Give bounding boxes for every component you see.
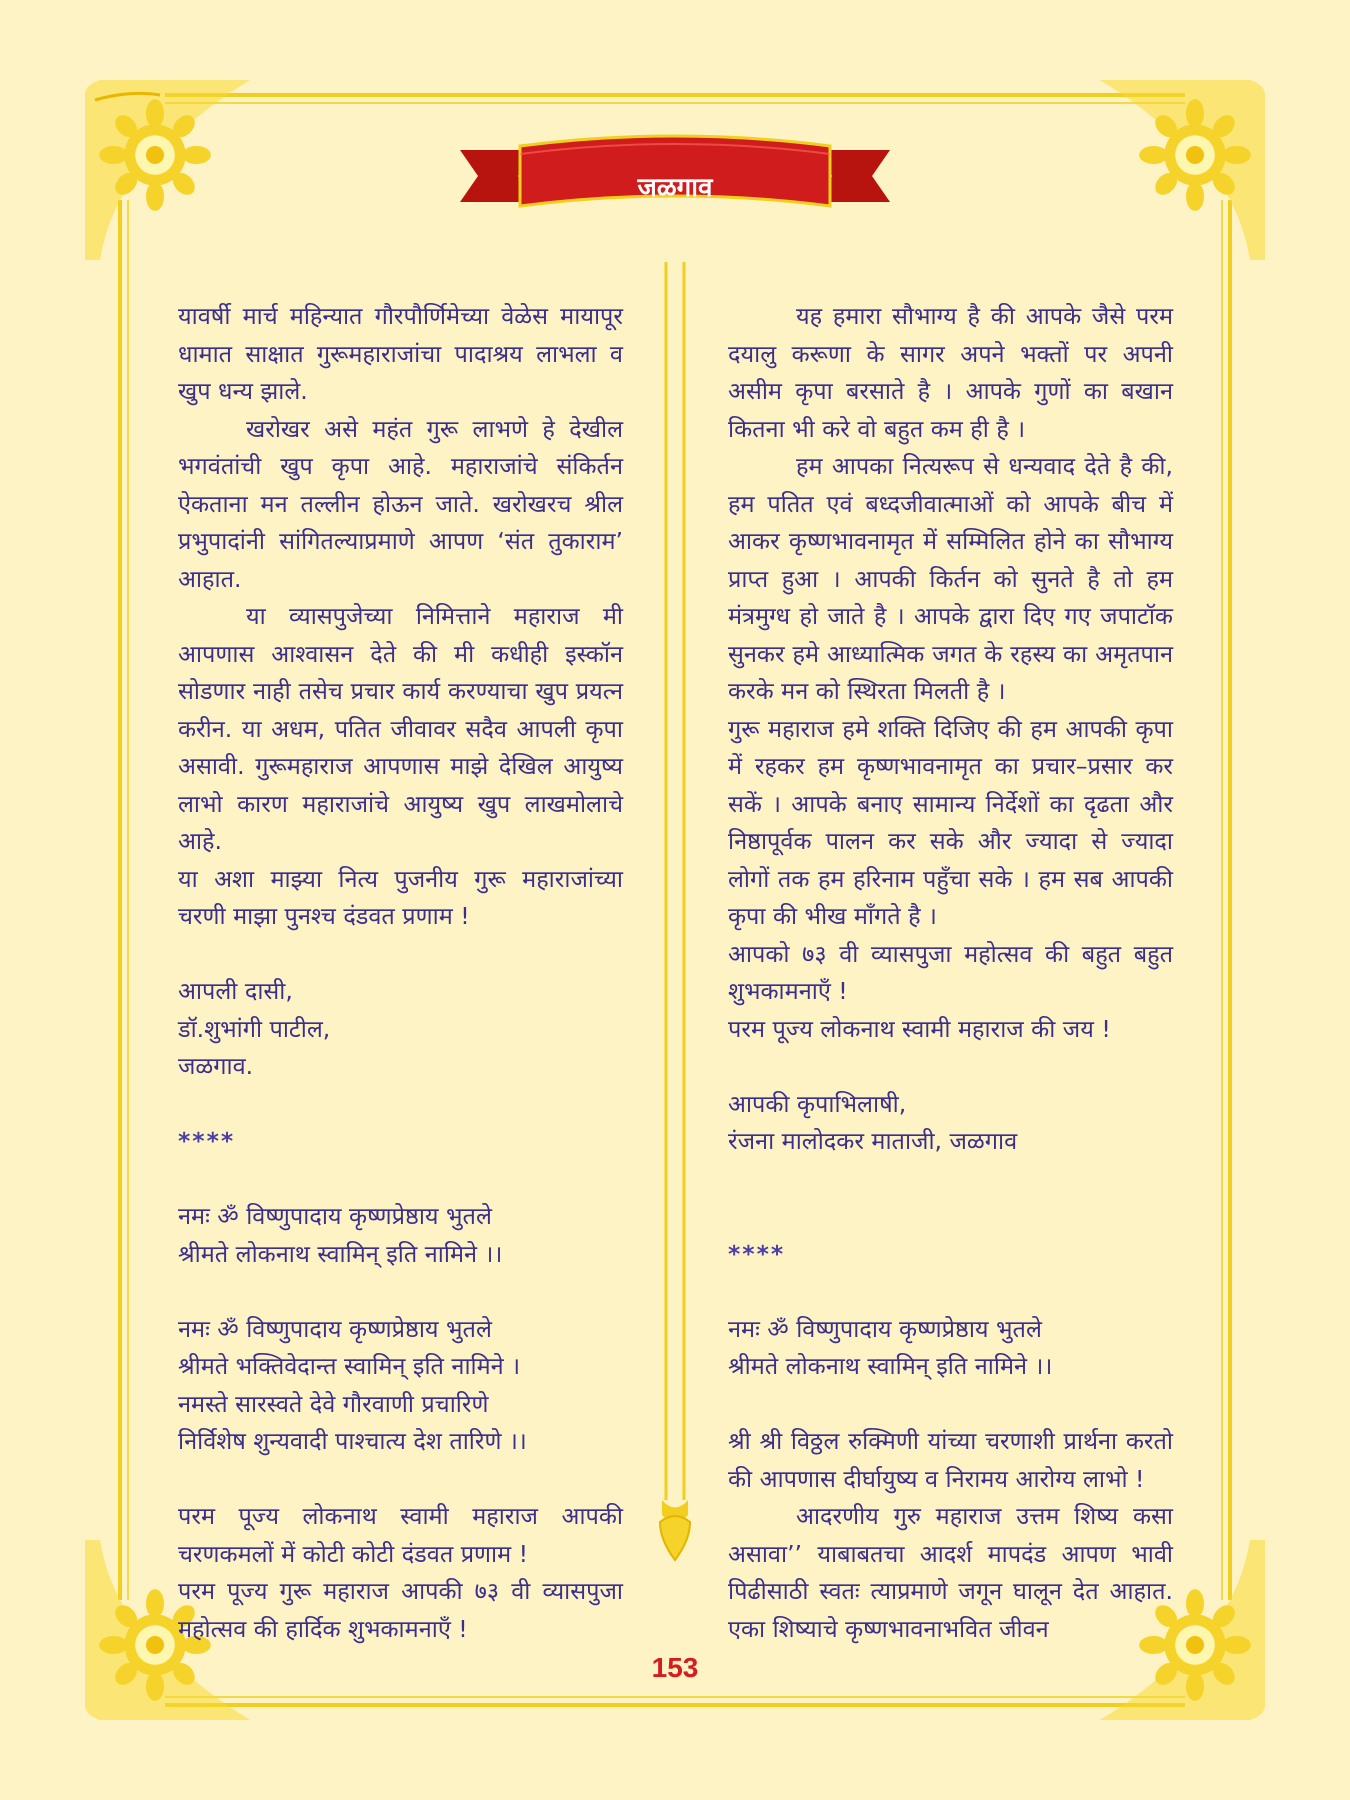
left-paragraph-3: या व्यासपुजेच्या निमित्ताने महाराज मी आपणास आश्वासन देते की मी कधीही इस्कॉन सोडणार नाही तसेच प्रचार कार्य करण्याचा खुप प्रयत्न करीन. या अधम, पतित जीवावर सदैव आपली कृपा असावी. गुरूमहाराज आपणास माझे देखिल आयुष्य लाभो कारण महाराजांचे आयुष्य खुप लाखमोलाचे आहे. [178, 602, 623, 855]
left-verse2-line-4: निर्विशेष शुन्यवादी पाश्चात्य देश तारिणे ।। [178, 1427, 527, 1455]
right-verse-line-1: नमः ॐ विष्णुपादाय कृष्णप्रेष्ठाय भुतले [728, 1314, 1042, 1343]
right-paragraph-3: गुरू महाराज हमे शक्ति दिजिए की हम आपकी कृपा में रहकर हम कृष्णभावनामृत का प्रचार–प्रसार कर सकें । आपके बनाए सामान्य निर्देशों का दृढता और निष्ठापूर्वक पालन कर सके और ज्यादा से ज्यादा लोगों तक हम हरिनाम पहुँचा सके । हम सब आपकी कृपा की भीख माँगते है । [728, 714, 1173, 930]
page-number: 153 [651, 1652, 699, 1683]
left-verse2-line-1: नमः ॐ विष्णुपादाय कृष्णप्रेष्ठाय भुतले [178, 1314, 492, 1343]
banner-title: जळगाव [637, 173, 713, 203]
right-signature-line-2: रंजना मालोदकर माताजी, जळगाव [728, 1127, 1018, 1155]
right-signature-line-1: आपकी कृपाभिलाषी, [728, 1089, 907, 1118]
right-paragraph-2: हम आपका नित्यरूप से धन्यवाद देते है की, हम पतित एवं बध्दजीवात्माओं को आपके बीच में आकर कृष्णभावनामृत में सम्मिलित होने का सौभाग्य प्राप्त हुआ । आपकी किर्तन को सुनते है तो हम मंत्रमुग्ध हो जाते है । आपके द्वारा दिए गए जपाटॉक सुनकर हमे आध्यात्मिक जगत के रहस्य का अमृतपान करके मन को स्थिरता मिलती है । [728, 452, 1173, 705]
left-signature-line-3: जळगाव. [178, 1052, 254, 1080]
right-verse-line-2: श्रीमते लोकनाथ स्वामिन् इति नामिने ।। [728, 1352, 1053, 1380]
right-separator: **** [728, 1239, 786, 1268]
right-paragraph-5: परम पूज्य लोकनाथ स्वामी महाराज की जय ! [728, 1014, 1111, 1043]
left-paragraph-2: खरोखर असे महंत गुरू लाभणे हे देखील भगवंतांची खुप कृपा आहे. महाराजांचे संकिर्तन ऐकताना मन तल्लीन होऊन जाते. खरोखरच श्रील प्रभुपादांनी सांगितल्याप्रमाणे आपण ‘संत तुकाराम’ आहात. [178, 414, 623, 593]
left-signature-line-1: आपली दासी, [178, 977, 293, 1005]
column-divider [660, 262, 690, 1560]
left-verse2-line-2: श्रीमते भक्तिवेदान्त स्वामिन् इति नामिने । [178, 1352, 521, 1380]
left-column [178, 298, 623, 1648]
left-separator: **** [178, 1127, 236, 1155]
left-signature-line-2: डॉ.शुभांगी पाटील, [178, 1014, 331, 1043]
left-paragraph-4: या अशा माझ्या नित्य पुजनीय गुरू महाराजांच्या चरणी माझा पुनश्च दंडवत प्रणाम ! [178, 864, 623, 930]
left-verse2-line-3: नमस्ते सारस्वते देवे गौरवाणी प्रचारिणे [178, 1389, 489, 1418]
right-closing-1: श्री श्री विठ्ठल रुक्मिणी यांच्या चरणाशी प्रार्थना करतो की आपणास दीर्घायुष्य व निरामय आरोग्य लाभो ! [728, 1427, 1173, 1493]
left-closing-2: परम पूज्य गुरू महाराज आपकी ७३ वी व्यासपुजा महोत्सव की हार्दिक शुभकामनाएँ ! [178, 1577, 623, 1643]
left-verse1-line-1: नमः ॐ विष्णुपादाय कृष्णप्रेष्ठाय भुतले [178, 1202, 492, 1230]
right-paragraph-1: यह हमारा सौभाग्य है की आपके जैसे परम दयालु करूणा के सागर अपने भक्तों पर अपनी असीम कृपा बरसाते है । आपके गुणों का बखान कितना भी करे वो बहुत कम ही है । [728, 302, 1173, 443]
left-paragraph-1: यावर्षी मार्च महिन्यात गौरपौर्णिमेच्या वेळेस मायापूर धामात साक्षात गुरूमहाराजांचा पादाश्रय लाभला व खुप धन्य झाले. [178, 302, 623, 405]
left-closing-1: परम पूज्य लोकनाथ स्वामी महाराज आपकी चरणकमलों में कोटी कोटी दंडवत प्रणाम ! [178, 1502, 623, 1568]
right-closing-2: आदरणीय गुरु महाराज उत्तम शिष्य कसा असावा’’ याबाबतचा आदर्श मापदंड आपण भावी पिढीसाठी स्वतः त्याप्रमाणे जगून घालून देत आहात. एका शिष्याचे कृष्णभावनाभवित जीवन [728, 1502, 1173, 1643]
right-paragraph-4: आपको ७३ वी व्यासपुजा महोत्सव की बहुत बहुत शुभकामनाएँ ! [728, 939, 1173, 1005]
left-verse1-line-2: श्रीमते लोकनाथ स्वामिन् इति नामिने ।। [178, 1239, 503, 1268]
right-column [728, 298, 1173, 1648]
